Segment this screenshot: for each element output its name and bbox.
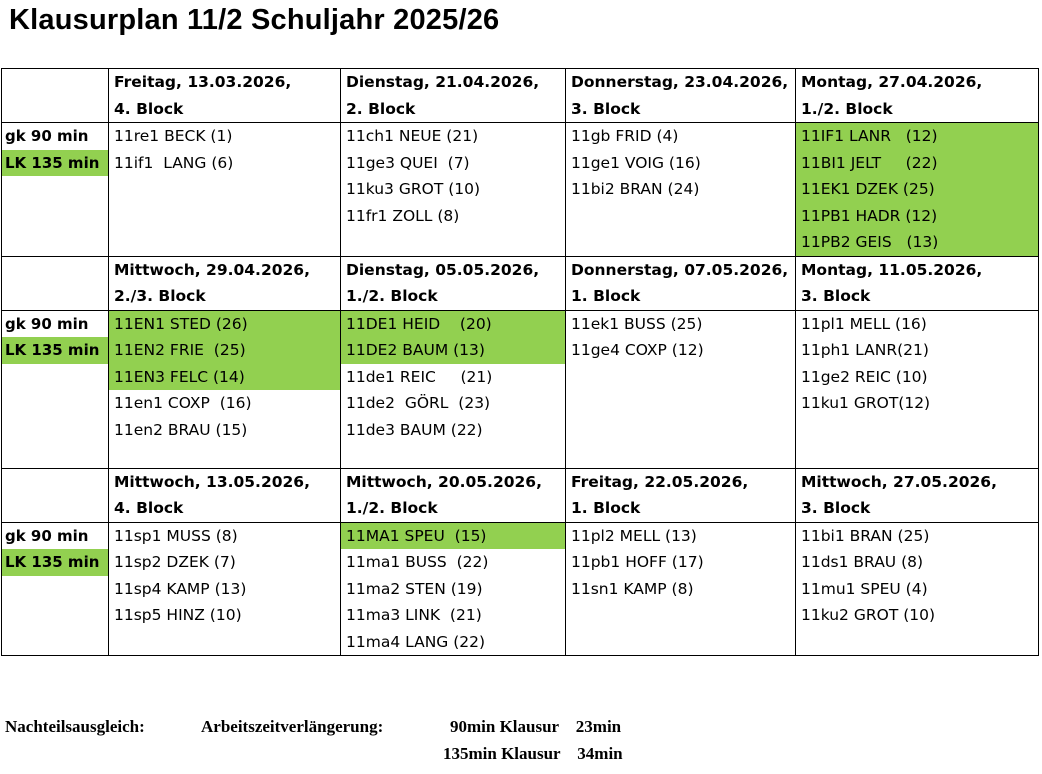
exam-entry: 11sn1 KAMP (8) (571, 579, 694, 598)
empty-corner-cell (2, 69, 109, 123)
footer-sublabel: Arbeitszeitverlängerung: (201, 717, 384, 736)
exam-list-cell (796, 522, 1039, 656)
exam-entry: 11de3 BAUM (22) (346, 420, 483, 439)
exam-entry: 11BI1 JELT (22) (796, 150, 1038, 177)
exam-entry: 11PB2 GEIS (13) (796, 229, 1038, 256)
exam-entry: 11fr1 ZOLL (8) (346, 206, 460, 225)
exam-entry: 11en2 BRAU (15) (114, 420, 248, 439)
exam-entry: 11en1 COXP (16) (114, 394, 252, 412)
exam-entry: 11MA1 SPEU (15) (341, 523, 565, 550)
gk-duration-label: gk 90 min (5, 127, 89, 145)
exam-entry: 11EN1 STED (26) (109, 311, 340, 338)
exam-entry: 11de2 GÖRL (23) (346, 394, 491, 412)
duration-label-cell (2, 123, 109, 257)
day-date: Donnerstag, 23.04.2026, (571, 73, 789, 91)
day-block: 2. Block (346, 99, 416, 118)
day-block: 2./3. Block (114, 287, 206, 305)
exam-entry: 11re1 BECK (1) (114, 127, 233, 145)
day-block: 1./2. Block (346, 287, 438, 305)
exam-list-cell (341, 123, 566, 257)
exam-row (2, 123, 1039, 257)
exam-entry: 11EK1 DZEK (25) (796, 176, 1038, 203)
date-header-row (2, 69, 1039, 123)
exam-entry: 11ku3 GROT (10) (346, 180, 481, 198)
exam-row (2, 522, 1039, 656)
day-block: 3. Block (571, 99, 641, 118)
exam-entry: 11ds1 BRAU (8) (801, 553, 924, 571)
exam-entry: 11ku1 GROT(12) (801, 394, 931, 412)
gk-duration-label: gk 90 min (5, 314, 89, 333)
exam-list-cell (109, 123, 341, 257)
duration-label-cell (2, 522, 109, 656)
exam-entry: 11DE2 BAUM (13) (341, 337, 565, 364)
day-date: Mittwoch, 20.05.2026, (346, 472, 542, 491)
gk-duration-label: gk 90 min (5, 526, 89, 545)
exam-list-cell (341, 310, 566, 468)
exam-entry: 11sp4 KAMP (13) (114, 579, 247, 598)
exam-entry: 11pb1 HOFF (17) (571, 553, 704, 571)
lk-duration-label: LK 135 min (2, 337, 108, 364)
exam-entry: 11sp1 MUSS (8) (114, 526, 238, 545)
exam-entry: 11pl2 MELL (13) (571, 526, 697, 545)
empty-corner-cell (2, 256, 109, 310)
day-header-cell (796, 468, 1039, 522)
exam-entry: 11de1 REIC (21) (346, 367, 493, 386)
exam-entry: 11DE1 HEID (20) (341, 311, 565, 338)
day-header-cell (566, 468, 796, 522)
page-title: Klausurplan 11/2 Schuljahr 2025/26 (9, 4, 500, 36)
day-block: 3. Block (801, 499, 871, 517)
footer-row-90: 90min Klausur 23min (450, 717, 622, 736)
exam-entry: 11ku2 GROT (10) (801, 606, 936, 624)
exam-list-cell (109, 522, 341, 656)
day-header-cell (109, 256, 341, 310)
day-date: Mittwoch, 27.05.2026, (801, 472, 997, 491)
exam-list-cell (109, 310, 341, 468)
day-date: Mittwoch, 13.05.2026, (114, 472, 310, 491)
exam-entry: 11ge3 QUEI (7) (346, 153, 470, 172)
exam-entry: 11ma1 BUSS (22) (346, 553, 489, 571)
day-header-cell (796, 256, 1039, 310)
exam-entry: 11PB1 HADR (12) (796, 203, 1038, 230)
day-date: Montag, 11.05.2026, (801, 260, 983, 279)
exam-entry: 11sp5 HINZ (10) (114, 606, 242, 624)
exam-schedule-table (1, 68, 1039, 656)
exam-entry: 11pl1 MELL (16) (801, 314, 927, 333)
day-date: Montag, 27.04.2026, (801, 73, 983, 91)
day-header-cell (796, 69, 1039, 123)
duration-label-cell (2, 310, 109, 468)
exam-entry: 11bi2 BRAN (24) (571, 180, 700, 198)
day-header-cell (341, 468, 566, 522)
day-header-cell (566, 256, 796, 310)
exam-entry: 11if1 LANG (6) (114, 153, 234, 172)
day-date: Freitag, 13.03.2026, (114, 73, 292, 91)
day-header-cell (341, 256, 566, 310)
exam-entry: 11EN3 FELC (14) (109, 364, 340, 391)
day-block: 1. Block (571, 499, 641, 517)
exam-entry: 11ek1 BUSS (25) (571, 314, 703, 333)
exam-entry: 11bi1 BRAN (25) (801, 526, 930, 545)
exam-entry: 11ma3 LINK (21) (346, 606, 482, 624)
lk-duration-label: LK 135 min (2, 150, 108, 177)
day-header-cell (109, 69, 341, 123)
date-header-row (2, 468, 1039, 522)
exam-entry: 11gb FRID (4) (571, 127, 679, 145)
day-block: 4. Block (114, 499, 184, 517)
date-header-row (2, 256, 1039, 310)
day-block: 3. Block (801, 287, 871, 305)
day-date: Dienstag, 05.05.2026, (346, 260, 540, 279)
exam-list-cell (566, 310, 796, 468)
day-date: Mittwoch, 29.04.2026, (114, 260, 310, 279)
footer-row-135: 135min Klausur 34min (443, 744, 623, 763)
exam-entry: 11EN2 FRIE (25) (109, 337, 340, 364)
exam-list-cell (796, 123, 1039, 257)
day-header-cell (109, 468, 341, 522)
day-date: Dienstag, 21.04.2026, (346, 73, 540, 91)
exam-entry: 11ge4 COXP (12) (571, 341, 704, 359)
exam-row (2, 310, 1039, 468)
exam-entry: 11ge2 REIC (10) (801, 367, 928, 386)
exam-entry: 11ma4 LANG (22) (346, 632, 486, 651)
exam-entry: 11ch1 NEUE (21) (346, 127, 479, 145)
day-header-cell (566, 69, 796, 123)
exam-entry: 11ma2 STEN (19) (346, 579, 483, 598)
exam-list-cell (796, 310, 1039, 468)
day-block: 1./2. Block (801, 99, 893, 118)
day-block: 4. Block (114, 99, 184, 118)
lk-duration-label: LK 135 min (2, 549, 108, 576)
exam-entry: 11mu1 SPEU (4) (801, 579, 928, 598)
exam-list-cell (566, 522, 796, 656)
exam-entry: 11ge1 VOIG (16) (571, 153, 701, 172)
exam-entry: 11sp2 DZEK (7) (114, 553, 236, 571)
day-date: Donnerstag, 07.05.2026, (571, 260, 789, 279)
exam-entry: 11ph1 LANR(21) (801, 341, 929, 359)
day-header-cell (341, 69, 566, 123)
day-block: 1./2. Block (346, 499, 438, 517)
exam-list-cell (341, 522, 566, 656)
exam-entry: 11IF1 LANR (12) (796, 123, 1038, 150)
empty-corner-cell (2, 468, 109, 522)
exam-list-cell (566, 123, 796, 257)
day-date: Freitag, 22.05.2026, (571, 472, 749, 491)
footer-label: Nachteilsausgleich: (5, 717, 145, 736)
day-block: 1. Block (571, 287, 641, 305)
